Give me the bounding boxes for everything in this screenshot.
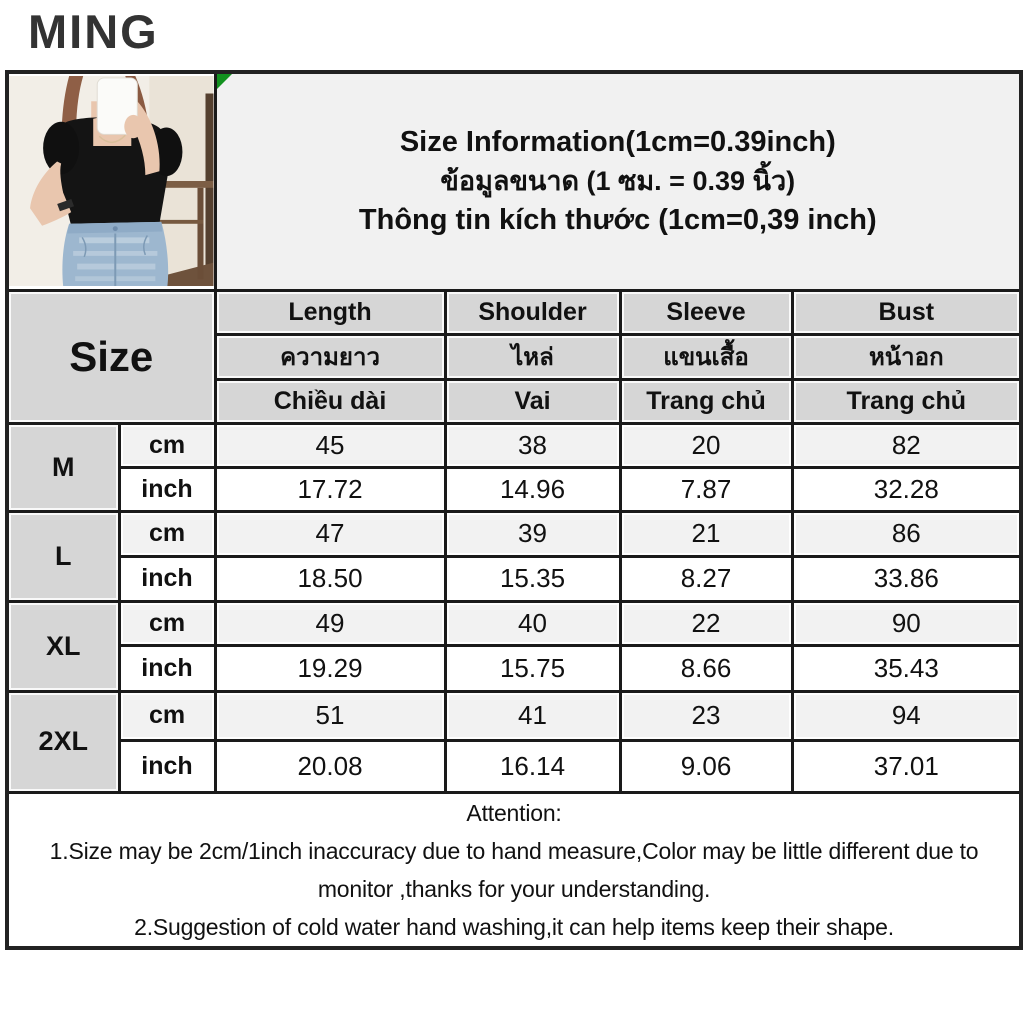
value-cell: 9.06 xyxy=(620,740,792,792)
unit-label-inch: inch xyxy=(119,740,215,792)
value-cell: 41 xyxy=(445,691,620,740)
col-header-sleeve-th: แขนเสื้อ xyxy=(620,334,792,379)
value-cell: 51 xyxy=(215,691,445,740)
attention-note-2: 2.Suggestion of cold water hand washing,it can help items keep their shape. xyxy=(134,913,894,940)
attention-note-1: 1.Size may be 2cm/1inch inaccuracy due to hand measure,Color may be little different due to monitor ,thanks for your understanding. xyxy=(49,837,979,902)
unit-label-inch: inch xyxy=(119,556,215,601)
product-photo xyxy=(7,72,215,290)
size-info-title-en: Size Information(1cm=0.39inch) xyxy=(399,126,836,159)
size-label-xl: XL xyxy=(7,601,119,691)
value-cell: 45 xyxy=(215,423,445,467)
value-cell: 47 xyxy=(215,511,445,556)
col-header-bust-th: หน้าอก xyxy=(792,334,1021,379)
col-header-length-th: ความยาว xyxy=(215,334,445,379)
col-header-shoulder-vi: Vai xyxy=(445,379,620,423)
unit-label-cm: cm xyxy=(119,691,215,740)
value-cell: 20 xyxy=(620,423,792,467)
value-cell: 33.86 xyxy=(792,556,1021,601)
value-cell: 7.87 xyxy=(620,467,792,511)
unit-label-cm: cm xyxy=(119,601,215,645)
size-label-m: M xyxy=(7,423,119,511)
table-row xyxy=(7,601,1021,645)
col-header-length-vi: Chiều dài xyxy=(215,379,445,423)
value-cell: 86 xyxy=(792,511,1021,556)
value-cell: 35.43 xyxy=(792,645,1021,691)
size-info-title-th: ข้อมูลขนาด (1 ซม. = 0.39 นิ้ว) xyxy=(440,166,796,197)
value-cell: 38 xyxy=(445,423,620,467)
size-info-title-vi: Thông tin kích thước (1cm=0,39 inch) xyxy=(358,204,877,237)
size-label-l: L xyxy=(7,511,119,601)
unit-label-inch: inch xyxy=(119,645,215,691)
unit-label-cm: cm xyxy=(119,511,215,556)
value-cell: 15.75 xyxy=(445,645,620,691)
col-header-sleeve: Sleeve xyxy=(620,290,792,334)
value-cell: 37.01 xyxy=(792,740,1021,792)
green-corner-flag-icon xyxy=(217,74,232,89)
value-cell: 23 xyxy=(620,691,792,740)
value-cell: 32.28 xyxy=(792,467,1021,511)
attention-title: Attention: xyxy=(466,799,562,826)
table-row xyxy=(7,645,1021,691)
size-info-banner xyxy=(215,72,1021,290)
value-cell: 90 xyxy=(792,601,1021,645)
value-cell: 8.27 xyxy=(620,556,792,601)
attention-notes xyxy=(7,792,1021,948)
value-cell: 15.35 xyxy=(445,556,620,601)
value-cell: 16.14 xyxy=(445,740,620,792)
table-row xyxy=(7,556,1021,601)
table-row xyxy=(7,423,1021,467)
brand-logo: MING xyxy=(28,5,159,58)
value-cell: 49 xyxy=(215,601,445,645)
value-cell: 19.29 xyxy=(215,645,445,691)
value-cell: 40 xyxy=(445,601,620,645)
value-cell: 8.66 xyxy=(620,645,792,691)
value-cell: 82 xyxy=(792,423,1021,467)
value-cell: 14.96 xyxy=(445,467,620,511)
table-row xyxy=(7,691,1021,740)
value-cell: 94 xyxy=(792,691,1021,740)
value-cell: 17.72 xyxy=(215,467,445,511)
value-cell: 18.50 xyxy=(215,556,445,601)
value-cell: 39 xyxy=(445,511,620,556)
col-header-shoulder-th: ไหล่ xyxy=(445,334,620,379)
col-header-bust: Bust xyxy=(792,290,1021,334)
value-cell: 22 xyxy=(620,601,792,645)
size-label-2xl: 2XL xyxy=(7,691,119,792)
col-header-bust-vi: Trang chủ xyxy=(792,379,1021,423)
col-header-sleeve-vi: Trang chủ xyxy=(620,379,792,423)
unit-label-cm: cm xyxy=(119,423,215,467)
col-header-shoulder: Shoulder xyxy=(445,290,620,334)
size-chart-table xyxy=(5,70,1023,950)
table-row xyxy=(7,467,1021,511)
value-cell: 21 xyxy=(620,511,792,556)
table-row xyxy=(7,511,1021,556)
col-header-length: Length xyxy=(215,290,445,334)
value-cell: 20.08 xyxy=(215,740,445,792)
table-row xyxy=(7,740,1021,792)
size-header-cell: Size xyxy=(7,290,215,423)
unit-label-inch: inch xyxy=(119,467,215,511)
model-selfie-illustration xyxy=(9,76,214,286)
